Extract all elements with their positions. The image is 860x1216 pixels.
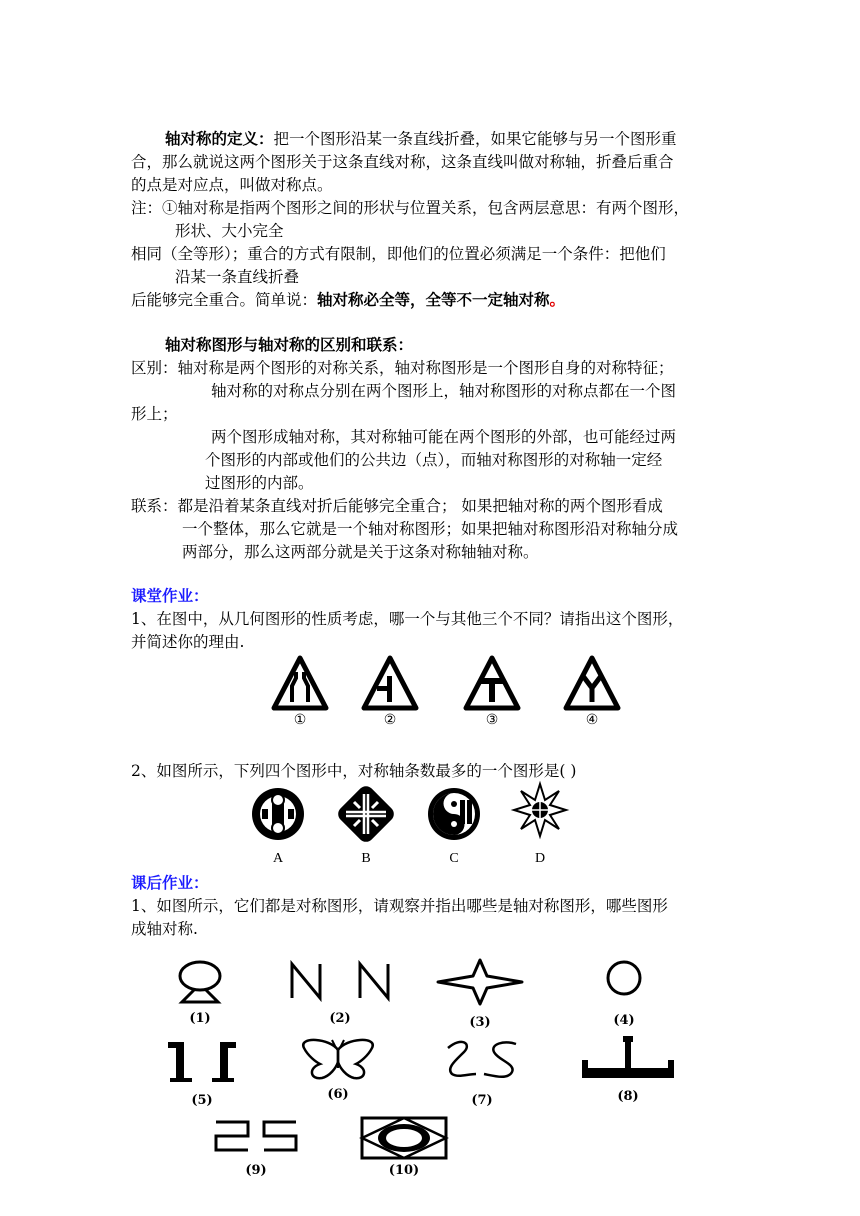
difference-line-2: 轴对称的对称点分别在两个图形上，轴对称图形的对称点都在一个图 — [211, 382, 677, 400]
figure-label-1: (1) — [189, 1011, 211, 1026]
logo-label-d: D — [534, 851, 546, 866]
definition-heading: 轴对称的定义： — [165, 129, 274, 148]
homework-q1-line-1: 1、如图所示，它们都是对称图形，请观察并指出哪些是轴对称图形，哪些图形 — [131, 897, 668, 915]
connection-line-2: 一个整体，那么它就是一个轴对称图形；如果把轴对称图形沿对称轴分成 — [182, 520, 679, 538]
logo-a — [252, 788, 304, 866]
definition-line-2: 合，那么就说这两个图形关于这条直线对称，这条直线叫做对称轴，折叠后重合 — [131, 153, 674, 171]
road-sign-label-1: ① — [293, 713, 307, 728]
logo-c — [428, 788, 480, 866]
connection-line-1: 联系：都是沿着某条直线对折后能够完全重合； 如果把轴对称的两个图形看成 — [131, 497, 663, 515]
classwork-q2: 2、如图所示，下列四个图形中，对称轴条数最多的一个图形是( ) — [131, 762, 577, 780]
difference-line-6: 过图形的内部。 — [205, 474, 314, 492]
figure-8 — [582, 1036, 674, 1104]
figure-label-8: (8) — [617, 1089, 639, 1104]
logo-label-c: C — [449, 851, 459, 866]
road-sign-figures — [262, 654, 662, 730]
logo-d — [514, 784, 566, 866]
figure-2 — [292, 964, 388, 1026]
figure-9 — [216, 1122, 296, 1178]
figure-10 — [362, 1118, 446, 1178]
road-sign-label-2: ② — [383, 713, 397, 728]
road-sign-label-4: ④ — [585, 713, 599, 728]
note-line-4: 沿某一条直线折叠 — [175, 268, 300, 286]
connection-line-3: 两部分，那么这两部分就是关于这条对称轴轴对称。 — [182, 543, 539, 561]
classwork-q1-line-2: 并简述你的理由. — [131, 633, 245, 651]
definition-text: 把一个图形沿某一条直线折叠，如果它能够与另一个图形重 — [273, 130, 677, 148]
road-sign-4 — [566, 658, 618, 728]
note-line-2: 形状、大小完全 — [175, 222, 284, 240]
definition-line-3: 的点是对应点，叫做对称点。 — [131, 176, 333, 194]
logo-figures — [248, 782, 568, 872]
difference-line-4: 两个图形成轴对称，其对称轴可能在两个图形的外部，也可能经过两 — [211, 428, 677, 446]
definition-line-1 — [165, 128, 677, 150]
road-sign-3 — [466, 658, 518, 728]
logo-label-a: A — [272, 851, 284, 866]
homework-q1-line-2: 成轴对称. — [131, 920, 198, 938]
figure-3 — [438, 960, 522, 1030]
road-sign-label-3: ③ — [485, 713, 499, 728]
road-sign-2 — [364, 658, 416, 728]
note-line-5 — [131, 289, 565, 311]
difference-line-5: 个图形的内部或他们的公共边（点），而轴对称图形的对称轴一定经 — [205, 451, 663, 469]
logo-label-b: B — [361, 851, 371, 866]
figure-6 — [303, 1040, 372, 1102]
road-sign-1 — [274, 658, 326, 728]
homework-heading: 课后作业： — [131, 873, 209, 892]
note-summary-prefix: 后能够完全重合。简单说： — [131, 291, 318, 309]
figure-label-6: (6) — [327, 1087, 349, 1102]
note-summary-period: 。 — [549, 290, 566, 309]
figure-label-3: (3) — [469, 1015, 491, 1030]
figure-7 — [448, 1042, 516, 1108]
logo-b — [335, 783, 397, 866]
note-line-3: 相同（全等形）；重合的方式有限制，即他们的位置必须满足一个条件：把他们 — [131, 245, 666, 263]
classwork-heading: 课堂作业： — [131, 586, 209, 605]
figure-label-4: (4) — [613, 1013, 635, 1028]
difference-line-3: 形上； — [131, 405, 178, 423]
figure-5 — [168, 1042, 236, 1108]
figure-label-10: (10) — [388, 1163, 420, 1178]
symmetry-figures — [160, 956, 720, 1192]
figure-label-5: (5) — [191, 1093, 213, 1108]
figure-label-9: (9) — [245, 1163, 267, 1178]
figure-4 — [608, 962, 640, 1028]
classwork-q1-line-1: 1、在图中，从几何图形的性质考虑，哪一个与其他三个不同？请指出这个图形， — [131, 610, 684, 628]
difference-line-1: 区别：轴对称是两个图形的对称关系，轴对称图形是一个图形自身的对称特征； — [131, 359, 674, 377]
figure-label-7: (7) — [471, 1093, 493, 1108]
note-line-1: 注：①轴对称是指两个图形之间的形状与位置关系，包含两层意思：有两个图形， — [131, 199, 690, 217]
figure-label-2: (2) — [329, 1011, 351, 1026]
difference-heading: 轴对称图形与轴对称的区别和联系： — [165, 335, 414, 354]
figure-1 — [180, 962, 220, 1026]
note-summary-bold: 轴对称必全等，全等不一定轴对称 — [317, 290, 550, 309]
